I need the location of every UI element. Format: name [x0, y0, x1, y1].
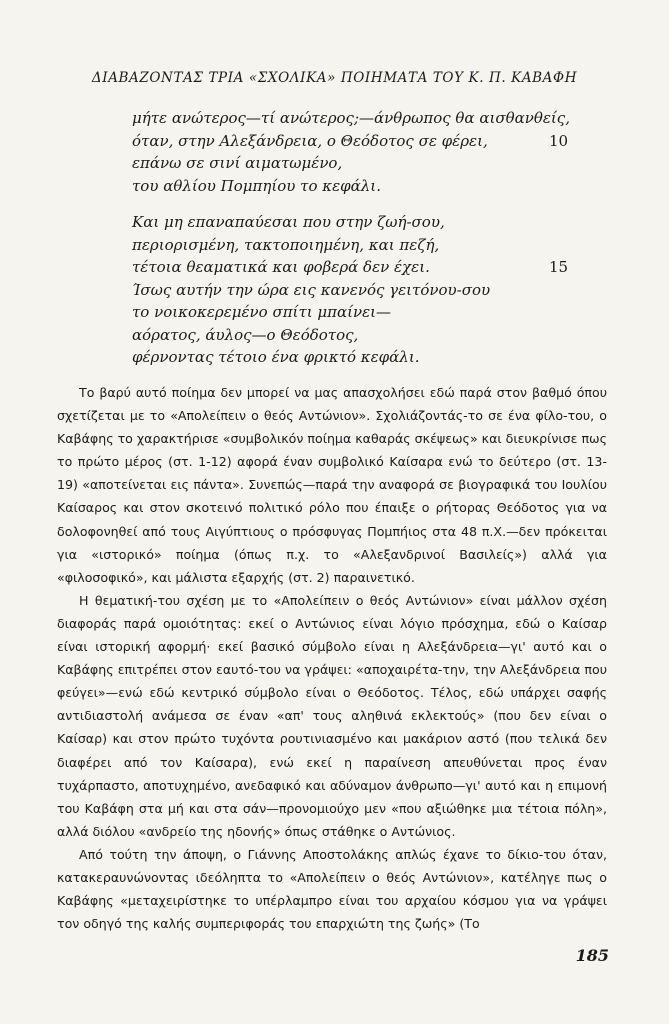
poem-stanza-1 [132, 107, 592, 197]
running-head: ΔΙΑΒΑΖΟΝΤΑΣ ΤΡΙΑ «ΣΧΟΛΙΚΑ» ΠΟΙΗΜΑΤΑ ΤΟΥ Κ. Π. ΚΑΒΑΦΗ [91, 70, 578, 86]
commentary-text [57, 381, 607, 935]
poem-line [132, 256, 592, 279]
poem-line-text: Και μη επαναπαύεσαι που στην ζωή-σου, [132, 213, 445, 231]
poem-line [132, 130, 592, 153]
poem-line-text: περιορισμένη, τακτοποιημένη, και πεζή, [132, 235, 440, 254]
line-number: 15 [549, 258, 569, 276]
line-number: 10 [549, 131, 569, 150]
paragraph: Η θεματική-του σχέση με το «Απολείπειν ο θεός Αντώνιον» είναι μάλλον σχέση διαφοράς παρά ομοιότητας: εκεί ο Αντώνιος είναι λόγιο πρόσχημα, εδώ ο Καίσαρ είναι ιστορική αφορμή· εκεί βασικό σύμβολο είναι η Αλεξάνδρεια—γι' αυτό και ο Καβάφης επιτρέπει στον εαυτό-του να γράψει: «αποχαιρέτα-την, την Αλεξάνδρεια που φεύγει»—ενώ εδώ κεντρικό σύμβολο είναι ο Θεόδοτος. Τέλος, εδώ υπάρχει σαφής αντιδιαστολή ανάμεσα σε έναν «απ' τους αληθινά εκλεκτούς» (που δεν είναι ο Καίσαρ) και στον πρώτο τυχόντα ρουτινιασμένο και μακάριον αστό (που τελικά δεν διαφέρει από τον Καίσαρα), ενώ εκεί η παραίνεση απευθύνεται προς έναν τυχάρπαστο, αποτυχημένο, ανεδαφικό και αδύναμον άνθρωπο—γι' αυτό και η επιμονή του Καβάφη στα μή και στα σάν—προνομιούχο μεν «που αξιώθηκε μια τέτοια πόλη», αλλά διόλου «ανδρείο της ηδονής» όπως στάθηκε ο Αντώνιος. [57, 592, 607, 839]
poem-line [132, 152, 592, 175]
poem-line [132, 234, 592, 257]
poem-line-text: τέτοια θεαματικά και φοβερά δεν έχει. [132, 258, 430, 276]
paragraph: Από τούτη την άποψη, ο Γιάννης Αποστολάκης απλώς έχανε το δίκιο-του όταν, κατακεραυνώνοντας ιδεόληπτα το «Απολείπειν ο θεός Αντώνιον», κατέληγε πως ο Καβάφης «μεταχειρίστηκε το υπέρλαμπρο είναι του αρχαίου κόσμου για να γράψει τον οδηγό της καλής συμπεριφοράς του επαρχιώτη της ζωής» (Το [57, 846, 607, 932]
poem-line-text: μήτε ανώτερος—τί ανώτερος;—άνθρωπος θα αισθανθείς, [132, 109, 570, 127]
poem-excerpt [132, 107, 592, 383]
paragraph: Το βαρύ αυτό ποίημα δεν μπορεί να μας απασχολήσει εδώ παρά στον βαθμό όπου σχετίζεται με το «Απολείπειν ο θεός Αντώνιον». Σχολιάζοντάς-το σε ένα φίλο-του, ο Καβάφης το χαρακτήρισε «συμβολικόν ποίημα καθαράς σκέψεως» και διευκρίνισε πως το πρώτο μέρος (στ. 1-12) αφορά έναν συμβολικό Καίσαρα ενώ το δεύτερο (στ. 13-19) «αποτείνεται εις πάντα». Συνεπώς—παρά την αναφορά σε βιογραφικά του Ιουλίου Καίσαρος και στον σκοτεινό πολιτικό ρόλο που έπαιξε ο ρήτορας Θεόδοτος για να δολοφονηθεί από τους Αιγύπτιους ο πρόσφυγας Πομπήιος στα 48 π.Χ.—δεν πρόκειται για «ιστορικό» ποίημα (όπως π.χ. το «Αλεξανδρινοί Βασιλείς») αλλά για «φιλοσοφικό», και μάλιστα εξαρχής (στ. 2) παραινετικό. [57, 385, 607, 585]
poem-line [132, 175, 592, 198]
poem-line [132, 279, 592, 302]
poem-line [132, 107, 592, 130]
poem-line [132, 346, 592, 369]
poem-line-text: το νοικοκερεμένο σπίτι μπαίνει— [132, 303, 392, 321]
page-number: 185 [575, 946, 609, 965]
poem-line [132, 301, 592, 324]
poem-stanza-2 [132, 211, 592, 369]
poem-line-text: όταν, στην Αλεξάνδρεια, ο Θεόδοτος σε φέρει, [132, 131, 488, 150]
poem-line-text: του αθλίου Πομπηίου το κεφάλι. [132, 176, 381, 195]
poem-line-text: αόρατος, άυλος—ο Θεόδοτος, [132, 325, 359, 344]
poem-line-text: επάνω σε σινί αιματωμένο, [132, 154, 343, 172]
poem-line [132, 211, 592, 234]
poem-line-text: Ίσως αυτήν την ώρα εις κανενός γειτόνου-σου [132, 280, 491, 299]
poem-line [132, 324, 592, 347]
poem-line-text: φέρνοντας τέτοιο ένα φρικτό κεφάλι. [132, 348, 420, 366]
